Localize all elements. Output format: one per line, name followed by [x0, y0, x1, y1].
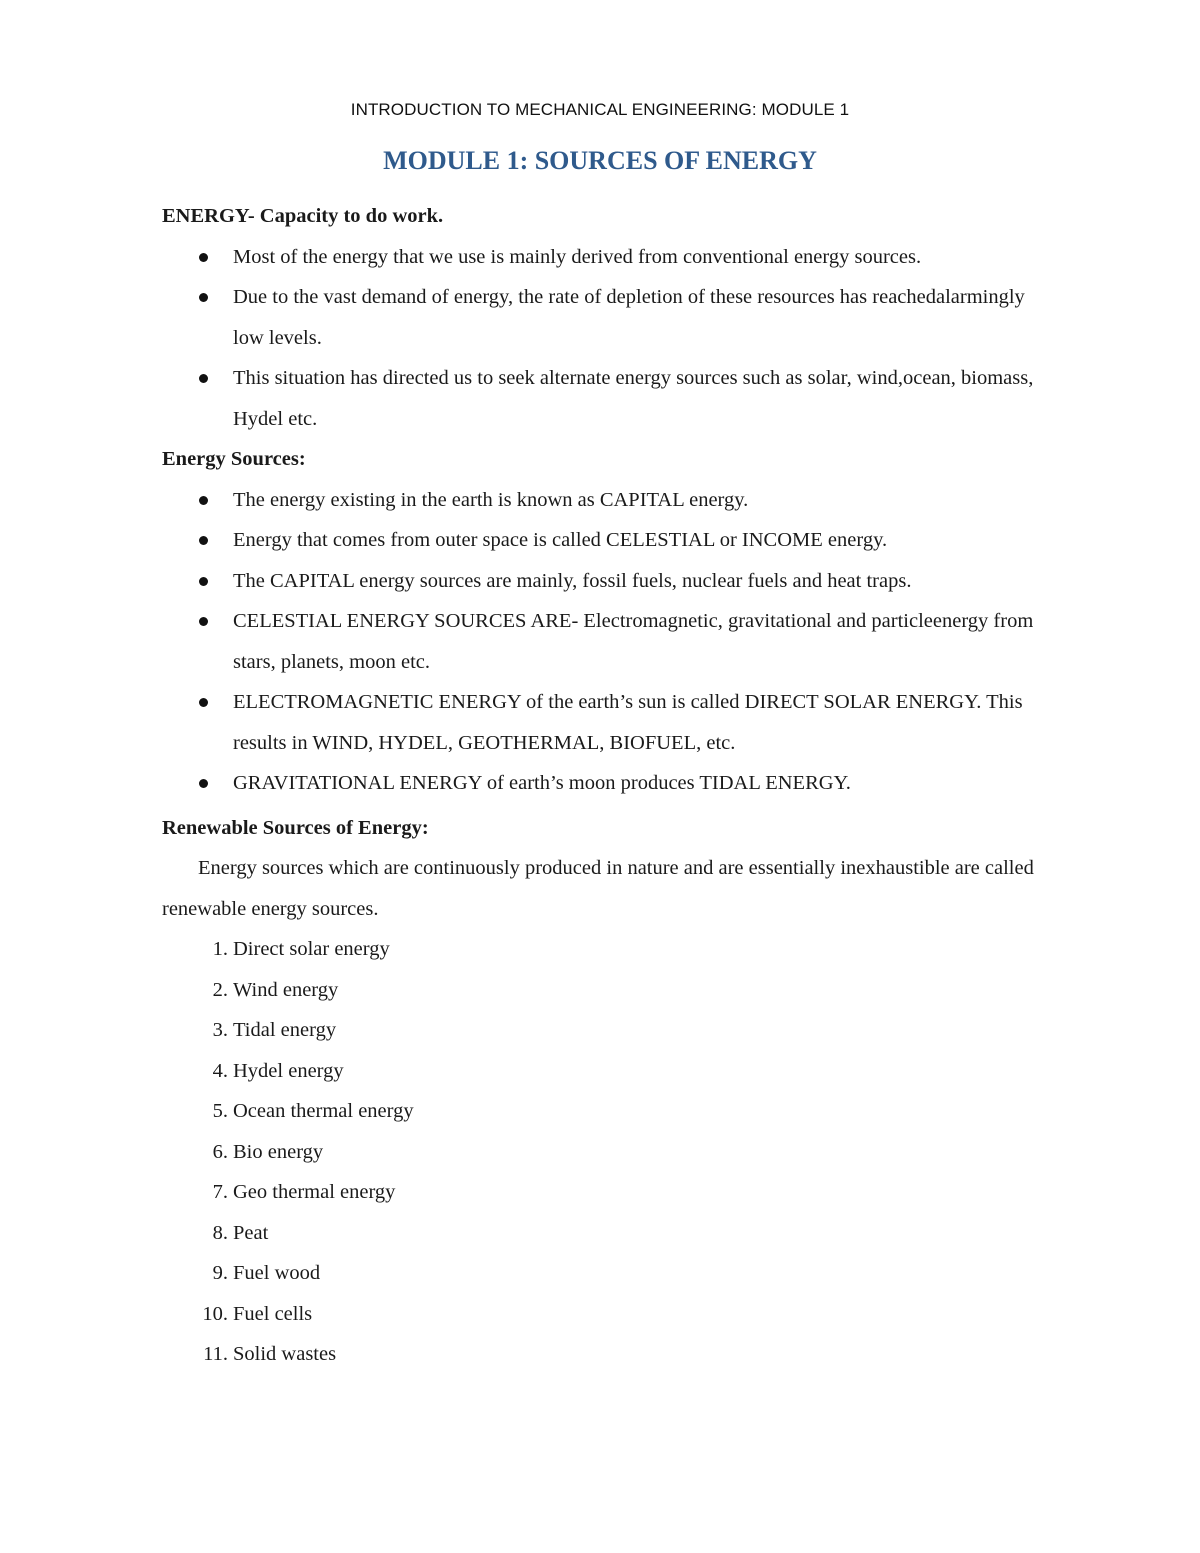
list-number: 10. — [202, 1302, 228, 1325]
list-item: 6. Bio energy — [162, 1132, 1042, 1173]
list-item: 2. Wind energy — [162, 970, 1042, 1011]
list-number: 4. — [212, 1059, 228, 1082]
bullet-icon — [199, 779, 208, 788]
list-item: 1. Direct solar energy — [162, 929, 1042, 970]
list-item: ELECTROMAGNETIC ENERGY of the earth’s sun is called DIRECT SOLAR ENERGY. This results in WIND, HYDEL, GEOTHERMAL, BIOFUEL, etc. — [162, 682, 1042, 763]
list-number: 1. — [212, 938, 228, 960]
renewable-paragraph: Energy sources which are continuously produced in nature and are essentially inexhaustible are called renewable energy sources. — [162, 857, 1034, 920]
running-header: INTRODUCTION TO MECHANICAL ENGINEERING: MODULE 1 — [350, 100, 850, 119]
document-body — [162, 196, 1042, 1375]
list-number: 7. — [212, 1181, 228, 1203]
list-item: The CAPITAL energy sources are mainly, fossil fuels, nuclear fuels and heat traps. — [162, 561, 1042, 602]
list-item: 10. Fuel cells — [162, 1294, 1042, 1335]
list-item: GRAVITATIONAL ENERGY of earth’s moon produces TIDAL ENERGY. — [162, 763, 1042, 804]
bullet-icon — [199, 536, 208, 545]
list-item: 7. Geo thermal energy — [162, 1172, 1042, 1213]
list-number: 9. — [212, 1262, 228, 1284]
module-title: MODULE 1: SOURCES OF ENERGY — [383, 146, 817, 175]
list-number: 8. — [212, 1221, 228, 1244]
list-number: 6. — [212, 1140, 228, 1163]
bullet-icon — [199, 496, 208, 505]
list-number: 5. — [212, 1100, 228, 1122]
bullet-icon — [199, 577, 208, 586]
bullet-icon — [199, 293, 208, 302]
list-item: Most of the energy that we use is mainly derived from conventional energy sources. — [162, 237, 1042, 278]
list-item: 8. Peat — [162, 1213, 1042, 1254]
bullet-icon — [199, 253, 208, 262]
list-item: 3. Tidal energy — [162, 1010, 1042, 1051]
list-item: Due to the vast demand of energy, the rate of depletion of these resources has reachedalarmingly low levels. — [162, 277, 1042, 358]
bullet-icon — [199, 374, 208, 383]
list-item: 9. Fuel wood — [162, 1253, 1042, 1294]
energy-sources-heading: Energy Sources: — [162, 448, 306, 470]
list-item: The energy existing in the earth is known as CAPITAL energy. — [162, 480, 1042, 521]
bullet-icon — [199, 698, 208, 707]
list-item: Energy that comes from outer space is called CELESTIAL or INCOME energy. — [162, 520, 1042, 561]
list-item: 5. Ocean thermal energy — [162, 1091, 1042, 1132]
bullet-icon — [199, 617, 208, 626]
list-number: 2. — [212, 978, 228, 1001]
list-number: 3. — [212, 1019, 228, 1041]
list-item: CELESTIAL ENERGY SOURCES ARE- Electromagnetic, gravitational and particleenergy from stars, planets, moon etc. — [162, 601, 1042, 682]
energy-sources-list — [162, 480, 1042, 804]
renewable-list — [162, 929, 1042, 1375]
list-number: 11. — [203, 1343, 228, 1365]
energy-definition-heading: ENERGY- Capacity to do work. — [162, 205, 444, 227]
energy-definition-list — [162, 237, 1042, 440]
renewable-heading: Renewable Sources of Energy: — [162, 816, 429, 839]
list-item: This situation has directed us to seek alternate energy sources such as solar, wind,ocean, biomass, Hydel etc. — [162, 358, 1042, 439]
list-item: 11. Solid wastes — [162, 1334, 1042, 1375]
list-item: 4. Hydel energy — [162, 1051, 1042, 1092]
